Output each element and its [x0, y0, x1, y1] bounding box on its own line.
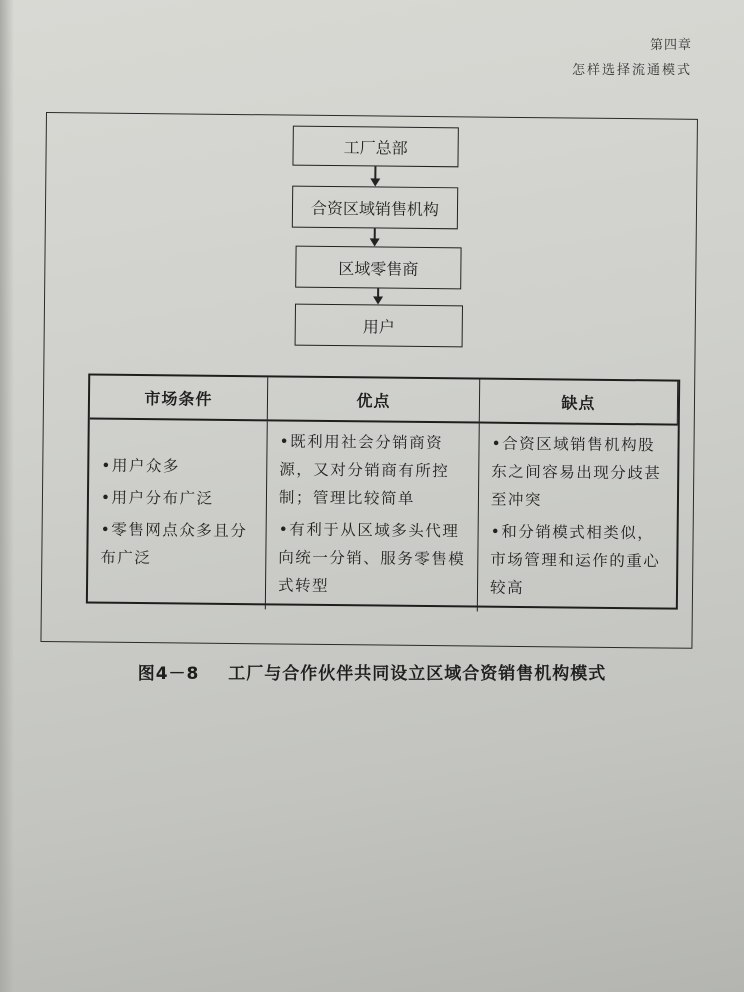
flow-arrow-1	[374, 166, 376, 184]
list-item: •用户众多	[101, 456, 181, 476]
flow-node-user: 用户	[295, 304, 463, 348]
list-item: •合资区域销售机构股东之间容易出现分歧甚至冲突	[490, 434, 662, 510]
figure-number: 图4－8	[137, 664, 200, 684]
list-item: •用户分布广泛	[100, 488, 214, 508]
market-conditions-cell	[88, 419, 268, 609]
list-item: •有利于从区域多头代理向统一分销、服务零售模式转型	[277, 520, 466, 595]
table-header-disadvantages: 缺点	[480, 380, 678, 426]
flow-node-factory-hq: 工厂总部	[292, 126, 458, 168]
disadvantages-cell	[478, 424, 678, 614]
table-header-advantages: 优点	[268, 377, 480, 423]
chapter-subtitle: 怎样选择流通模式	[571, 63, 692, 78]
list-item: •零售网点众多且分布广泛	[100, 520, 248, 568]
figure-title: 工厂与合作伙伴共同设立区域合资销售机构模式	[228, 664, 607, 684]
list-item: •和分销模式相类似，市场管理和运作的重心较高	[489, 522, 661, 598]
flow-node-jv-sales-org: 合资区域销售机构	[292, 186, 458, 230]
advantages-cell	[266, 421, 480, 611]
running-header	[572, 34, 692, 78]
chapter-label: 第四章	[649, 38, 692, 53]
flow-node-regional-retailer: 区域零售商	[295, 246, 461, 290]
figure-frame	[40, 112, 698, 649]
table-header-market: 市场条件	[90, 375, 268, 421]
page-shadow	[0, 0, 14, 992]
figure-caption	[0, 659, 744, 684]
comparison-table	[86, 373, 680, 609]
flow-arrow-3	[377, 288, 379, 302]
list-item: •既利用社会分销商资源，又对分销商有所控制；管理比较简单	[278, 432, 450, 508]
flow-arrow-2	[374, 228, 376, 244]
